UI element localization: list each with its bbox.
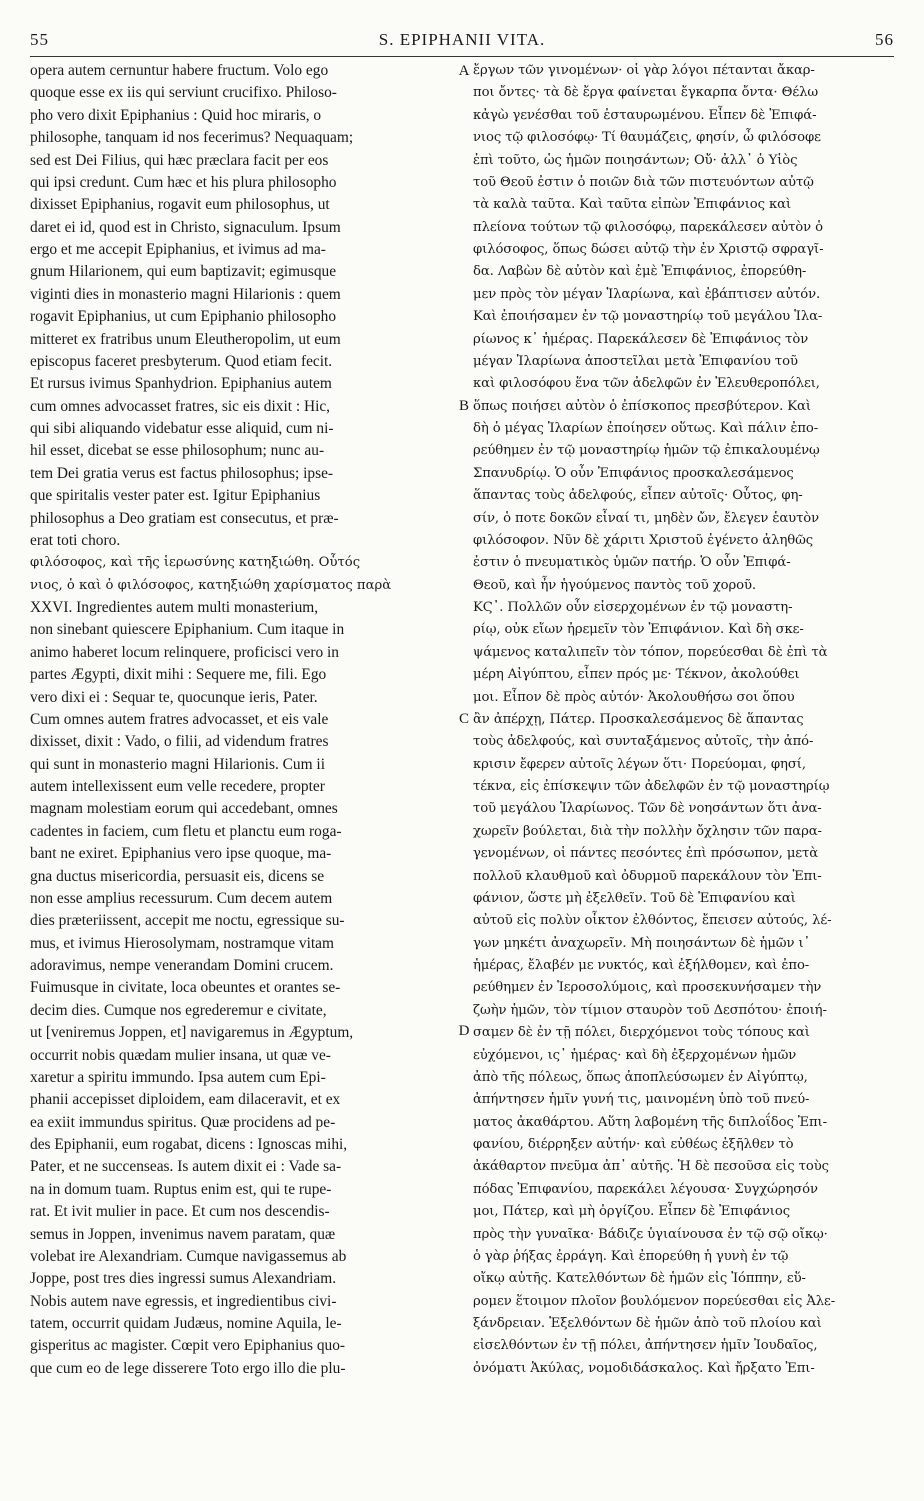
text-line: κρισιν ἔφερεν αὐτοῖς λέγων ὅτι· Πορεύομαι, φησί, (473, 756, 806, 772)
text-line: pho vero dixit Epiphanius : Quid hoc miraris, o (30, 106, 322, 124)
text-line: qui ipsi credunt. Cum hæc et his plura philosopho (30, 173, 337, 191)
text-line: φανίου, διέρρηξεν αὐτήν· καὶ εὐθέως ἐξῆλθεν τὸ (473, 1137, 794, 1152)
text-line: phanii accepisset diploidem, eam dilaceravit, et ex (30, 1091, 341, 1109)
text-line: Θεοῦ, καὶ ἦν ἡγούμενος παντὸς τοῦ χοροῦ. (473, 577, 756, 593)
text-line: μοι. Εἶπον δὲ πρὸς αὐτόν· Ἀκολουθήσω σοι ὅπου (473, 689, 795, 705)
text-line: Σπανυδρίῳ. Ὁ οὖν Ἐπιφάνιος προσκαλεσάμενος (473, 465, 794, 481)
text-line: μοι, Πάτερ, καὶ μὴ ὀργίζου. Εἶπεν δὲ Ἐπιφάνιος (473, 1204, 790, 1220)
text-line: mitteret ex fratribus unum Eleutheropolim, ut eum (30, 330, 341, 348)
text-line: qui sibi aliquando videbatur esse aliquid, cum ni- (30, 420, 334, 437)
text-line: Cum omnes autem fratres advocasset, et eis vale (30, 710, 329, 728)
text-line: τὰ καλὰ ταῦτα. Καὶ ταῦτα εἰπὼν Ἐπιφάνιος καὶ (473, 197, 792, 213)
running-title: S. EPIPHANII VITA. (378, 30, 546, 49)
text-line: τοῦ μεγάλου Ἱλαρίωνος. Τῶν δὲ νοησάντων ὅτι ἀνα- (473, 801, 822, 817)
latin-column (30, 60, 460, 1380)
text-line: πλείονα τούτων τῷ φιλοσόφῳ, παρεκάλεσεν αὐτὸν ὁ (473, 219, 823, 235)
text-line: ea exiit immundus spiritus. Quæ procidens ad pe- (30, 1113, 336, 1131)
text-line: ζωὴν ἡμῶν, τὸν τίμιον σταυρὸν τοῦ Δεσπότου· ἐποιή- (473, 1002, 827, 1018)
text-line: ἀπήντησεν ἡμῖν γυνή τις, μαινομένη ὑπὸ τοῦ πνεύ- (473, 1092, 810, 1108)
text-line: que spiritalis vester pater est. Igitur Epiphanius (30, 487, 321, 505)
text-line: episcopus faceret presbyterum. Quod etiam fecit. (30, 352, 333, 370)
text-line: μέρη Αἰγύπτου, εἶπεν πρός με· Τέκνον, ἀκολούθει (473, 667, 800, 683)
text-line: ματος ἀκαθάρτου. Αὕτη λαβομένη τῆς διπλοΐδος Ἐπι- (473, 1114, 827, 1130)
text-line: τοῦ Θεοῦ ἐστιν ὁ ποιῶν διὰ τῶν πιστευόντων αὐτῷ (473, 174, 814, 190)
text-line: ποι ὄντες· τὰ δὲ ἔργα φαίνεται ἔγκαρπα ὄντα· Θέλω (473, 85, 818, 101)
text-line: quoque esse ex iis qui serviunt crucifixo. Philoso- (30, 84, 337, 102)
text-line: cum omnes advocasset fratres, sic eis dixit : Hic, (30, 397, 331, 415)
text-line: ὀνόματι Ἀκύλας, νομοδιδάσκαλος. Καὶ ἤρξατο Ἐπι- (473, 1360, 815, 1376)
text-line: philosophus a Deo gratiam est consecutus, et præ- (30, 509, 339, 527)
text-line: vero dixi ei : Sequar te, quocunque ieris, Pater. (30, 688, 318, 706)
text-line: tatem, occurrit quidam Judæus, nomine Aquila, le- (30, 1315, 342, 1332)
text-line: χωρεῖν βούλεται, διὰ τὴν πολλὴν ὄχλησιν τῶν παρα- (473, 823, 822, 839)
text-line: gnum Hilarionem, qui eum baptizavit; egimusque (30, 263, 337, 281)
text-line: Fuimusque in civitate, loca obeuntes et orantes se- (30, 979, 341, 997)
text-line: νιος τῷ φιλοσόφῳ· Τί θαυμάζεις, φησίν, ὦ φιλόσοφε (473, 130, 821, 146)
text-line: πρὸς τὴν γυναῖκα· Βάδιζε ὑγιαίνουσα ἐν τῷ σῷ οἴκῳ· (473, 1226, 828, 1242)
text-line: Joppe, post tres dies ingressi sumus Alexandriam. (30, 1270, 337, 1288)
text-line: εἰσελθόντων ἐν τῇ πόλει, ἀπήντησεν ἡμῖν Ἰουδαῖος, (473, 1338, 818, 1354)
text-line: κἀγὼ γενέσθαι τοῦ ἐσταυρωμένου. Εἶπεν δὲ Ἐπιφά- (473, 107, 817, 123)
text-line: cadentes in faciem, cum fletu et planctu eum roga- (30, 822, 342, 840)
text-line: ρομεν ἕτοιμον πλοῖον βουλόμενον πορεύεσθαι εἰς Ἀλε- (473, 1293, 836, 1309)
text-line: gna ductus misericordia, persuasit eis, dicens se (30, 867, 325, 885)
text-line: ut [veniremus Joppen, et] navigaremus in Ægyptum, (30, 1024, 354, 1042)
text-line: πόδας Ἐπιφανίου, παρεκάλει λέγουσα· Συγχώρησόν (473, 1181, 818, 1197)
text-line: na in domum tuam. Ruptus enim est, qui te rupe- (30, 1180, 332, 1198)
text-line: non esse amplius recessurum. Cum decem autem (30, 889, 333, 907)
text-line: νιος, ὁ καὶ ὁ φιλόσοφος, κατηξιώθη χαρίσματος παρὰ (30, 577, 392, 593)
section-marker-d: D (458, 1023, 470, 1039)
text-line: autem intellexissent eum velle recedere, propter (30, 778, 325, 795)
greek-column (473, 60, 894, 1380)
text-line: ρίῳ, οὐκ εἴων ἠρεμεῖν τὸν Ἐπιφάνιον. Καὶ δὴ σκε- (473, 622, 804, 638)
text-line: XXVI. Ingredientes autem multi monasterium, (30, 599, 319, 616)
text-line: αὐτοῦ εἰς πολὺν οἶκτον ἐλθόντος, ἔπεισεν αὐτούς, λέ- (473, 913, 832, 929)
text-line: ἐστιν ὁ πνευματικὸς ὑμῶν πατήρ. Ὁ οὖν Ἐπιφά- (473, 555, 791, 571)
text-line: ἐπὶ τοῦτο, ὡς ἡμῶν ποιησάντων; Οὔ· ἀλλ᾽ ὁ Υἱὸς (473, 152, 798, 168)
text-line: ἀκάθαρτον πνεῦμα ἀπ᾽ αὐτῆς. Ἡ δὲ πεσοῦσα εἰς τοὺς (473, 1159, 829, 1175)
text-line: ρεύθημεν ἐν Ἱεροσολύμοις, καὶ προσεκυνήσαμεν τὴν (473, 980, 822, 996)
text-line: viginti dies in monasterio magni Hilarionis : quem (30, 285, 341, 303)
text-line: δα. Λαβὼν δὲ αὐτὸν καὶ ἐμὲ Ἐπιφάνιος, ἐπορεύθη- (473, 264, 807, 280)
text-line: partes Ægypti, dixit mihi : Sequere me, fili. Ego (30, 666, 327, 684)
text-line: sed est Dei Filius, qui hæc præclara facit per eos (30, 151, 329, 169)
text-line: ἂν ἀπέρχῃ, Πάτερ. Προσκαλεσάμενος δὲ ἅπαντας (473, 711, 804, 727)
text-line: non sinebant quiescere Epiphanium. Cum itaque in (30, 621, 345, 639)
text-line: daret ei id, quod est in Christo, signaculum. Ipsum (30, 218, 341, 236)
text-line: bant ne exiret. Epiphanius vero ipse quoque, ma- (30, 845, 332, 863)
text-line: rogavit Epiphanius, ut cum Epiphanio philosopho (30, 308, 337, 326)
text-line: ΚϚ᾽. Πολλῶν οὖν εἰσερχομένων ἐν τῷ μοναστη- (473, 600, 793, 615)
section-marker-b: B (458, 398, 469, 414)
text-line: dixisset Epiphanius, rogavit eum philosophus, ut (30, 196, 330, 214)
text-line: des Epiphanii, eum rogabat, dicens : Ignoscas mihi, (30, 1136, 348, 1153)
text-line: erat toti choro. (30, 531, 121, 549)
text-line: ξάνδρειαν. Ἐξελθόντων δὲ ἡμῶν ἀπὸ τοῦ πλοίου καὶ (473, 1316, 822, 1331)
text-line: ψάμενος καταλιπεῖν τὸν τόπον, πορεύεσθαι δὲ ἐπὶ τὰ (473, 644, 828, 660)
text-line: δὴ ὁ μέγας Ἱλαρίων ἐποίησεν οὕτως. Καὶ πάλιν ἐπο- (473, 421, 819, 436)
text-line: ἔργων τῶν γινομένων· οἱ γὰρ λόγοι πέτανται ἄκαρ- (473, 63, 815, 78)
text-line: μεν πρὸς τὸν μέγαν Ἱλαρίωνα, καὶ ἐβάπτισεν αὐτόν. (473, 286, 821, 302)
text-line: opera autem cernuntur habere fructum. Volo ego (30, 62, 329, 79)
text-line: occurrit nobis quædam mulier insana, ut quæ ve- (30, 1046, 331, 1064)
text-line: dixisset, dixit : Vado, o filii, ad videndum fratres (30, 733, 329, 751)
text-line: philosophe, tanquam id nos fecerimus? Nequaquam; (30, 129, 354, 147)
text-line: σαμεν δὲ ἐν τῇ πόλει, διερχόμενοι τοὺς τόπους καὶ (473, 1025, 810, 1041)
text-line: καὶ φιλοσόφου ἕνα τῶν ἀδελφῶν ἐν Ἐλευθεροπόλει, (473, 376, 820, 392)
text-line: volebat ire Alexandriam. Cumque navigassemus ab (30, 1247, 347, 1265)
text-line: rat. Et ivit mulier in pace. Et cum nos descendis- (30, 1203, 330, 1221)
text-line: Nobis autem nave egressis, et ingredientibus civi- (30, 1292, 337, 1310)
text-line: ρεύθημεν ἐν τῷ μοναστηρίῳ ἡμῶν τῷ ἐπικαλουμένῳ (473, 443, 820, 459)
text-line: dies præteriissent, accepit me noctu, egressique su- (30, 912, 345, 930)
text-line: τοὺς ἀδελφούς, καὶ συνταξάμενος αὐτοῖς, τὴν ἀπό- (473, 734, 814, 750)
section-marker-a: A (458, 63, 470, 79)
text-line: σίν, ὁ ποτε δοκῶν εἶναί τι, μηδὲν ὤν, ἔλεγεν ἑαυτὸν (473, 510, 820, 526)
text-line: εὐχόμενοι, ις᾽ ἡμέρας· καὶ δὴ ἐξερχομένων ἡμῶν (473, 1047, 797, 1063)
text-line: Pater, et ne succenseas. Is autem dixit ei : Vade sa- (30, 1158, 342, 1176)
section-marker-c: C (458, 711, 469, 727)
text-line: adoravimus, nempe venerandam Domini crucem. (30, 957, 334, 974)
text-line: φάνιον, ὥστε μὴ ἐξελθεῖν. Τοῦ δὲ Ἐπιφανίου καὶ (473, 890, 796, 906)
text-line: γενομένων, οἱ πάντες πεσόντες ἐπὶ πρόσωπον, μετὰ (473, 846, 819, 862)
text-line: ὅπως ποιήσει αὐτὸν ὁ ἐπίσκοπος πρεσβύτερον. Καὶ (473, 398, 811, 414)
text-line: gisperitus ac magister. Cœpit vero Epiphanius quo- (30, 1337, 346, 1355)
text-line: γων μηκέτι ἀναχωρεῖν. Μὴ ποιησάντων δὲ ἡμῶν ι᾽ (473, 935, 811, 951)
text-line: animo haberet locum relinquere, proficisci vero in (30, 643, 339, 661)
text-line: ὁ γὰρ ῥήξας ἐρράγη. Καὶ ἐπορεύθη ἡ γυνὴ ἐν τῷ (473, 1248, 789, 1264)
text-line: ergo et me accepit Epiphanius, et ivimus ad ma- (30, 241, 326, 258)
text-line: ρίωνος κ᾽ ἡμέρας. Παρεκάλεσεν δὲ Ἐπιφάνιος τὸν (473, 331, 809, 347)
text-line: οἴκῳ αὐτῆς. Κατελθόντων δὲ ἡμῶν εἰς Ἰόππην, εὕ- (473, 1271, 806, 1287)
text-line: qui sunt in monasterio magni Hilarionis. Cum ii (30, 755, 325, 773)
text-line: Et rursus ivimus Spanhydrion. Epiphanius autem (30, 375, 332, 393)
page-number-left: 55 (30, 30, 49, 49)
text-line: τέκνα, εἰς ἐπίσκεψιν τῶν ἀδελφῶν ἐν τῷ μοναστηρίῳ (473, 779, 830, 794)
page-number-right: 56 (875, 30, 894, 49)
text-line: ἅπαντας τοὺς ἀδελφούς, εἶπεν αὐτοῖς· Οὗτος, φη- (473, 488, 803, 504)
text-line: φιλόσοφος, καὶ τῆς ἱερωσύνης κατηξιώθη. Οὗτός (30, 555, 361, 571)
text-line: hil esset, dicebat se esse philosophum; nunc au- (30, 442, 325, 460)
text-line: tem Dei gratia verus est factus philosophus; ipse- (30, 464, 334, 482)
text-line: πολλοῦ κλαυθμοῦ καὶ ὀδυρμοῦ παρεκάλουν τὸν Ἐπι- (473, 868, 822, 884)
text-line: magnam molestiam eorum qui accedebant, omnes (30, 800, 338, 818)
text-line: mus, et ivimus Hierosolymam, nostramque vitam (30, 934, 334, 952)
text-line: μέγαν Ἱλαρίωνα ἀποστεῖλαι μετὰ Ἐπιφανίου τοῦ (473, 353, 798, 369)
header-rule (30, 56, 894, 57)
text-line: xaretur a spiritu immundo. Ipsa autem cum Epi- (30, 1068, 326, 1086)
text-line: φιλόσοφος, ὅπως δώσει αὐτῷ τὴν ἐν Χριστῷ σφραγῖ- (473, 242, 824, 257)
text-line: ἀπὸ τῆς πόλεως, ὅπως ἀποπλεύσωμεν ἐν Αἰγύπτῳ, (473, 1069, 808, 1085)
text-line: decim dies. Cumque nos egrederemur e civitate, (30, 1001, 327, 1019)
text-line: Καὶ ἐποιήσαμεν ἐν τῷ μοναστηρίῳ τοῦ μεγάλου Ἱλα- (473, 309, 823, 325)
text-line: φιλόσοφον. Νῦν δὲ χάριτι Χριστοῦ ἐγένετο ἀληθῶς (473, 532, 814, 548)
text-line: ἡμέρας, ἔλαβέν με νυκτός, καὶ ἐξήλθομεν, καὶ ἐπο- (473, 958, 810, 973)
text-line: que cum eo de lege disserere Toto ergo illo die plu- (30, 1359, 346, 1377)
text-line: semus in Joppen, invenimus navem paratam, quæ (30, 1225, 336, 1243)
